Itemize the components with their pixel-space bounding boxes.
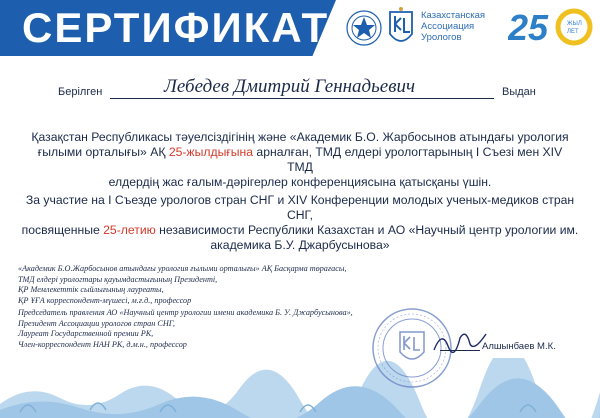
association-name [421, 10, 485, 43]
anniversary-highlight: 25-летию [103, 223, 156, 237]
association-name-line: Ассоциация [421, 21, 475, 32]
signature-underline [440, 350, 480, 351]
signatory-title-line: ҚР ҰҒА корреспондент-мүшесі, м.ғ.д., профессор [18, 295, 192, 305]
association-name-line: Казахстанская [421, 10, 486, 21]
signatory-title-line: Лауреат Государственной премии РК, [18, 329, 154, 338]
cis-emblem-icon [346, 10, 382, 46]
signatory-name: Алшынбаев М.К. [482, 341, 556, 352]
award-text-russian [16, 193, 584, 253]
signatory-title-line: «Академик Б.О.Жарбосынов атындағы урология ғылыми орталығы» АҚ Басқарма төрағасы, [18, 264, 347, 273]
anniversary-highlight: 25-жылдығына [168, 145, 254, 159]
signatory-title-line: ТМД елдері урологтары қауымдастығының Президенті, [18, 274, 218, 284]
award-text-line: елдердің жас ғалым-дәрігерлер конференциясына қатысқаны үшін. [108, 175, 492, 189]
signatory-titles-kazakh [18, 264, 346, 306]
signatory-title-line: Член-корреспондент НАН РК, д.м.н., профессор [18, 339, 187, 349]
anniversary-caption: ЛЕТ [567, 29, 579, 35]
anniversary-number: 25 [508, 7, 549, 46]
signatory-titles-russian [18, 308, 353, 350]
issued-label: Берілген [58, 86, 103, 98]
association-name-line: Урологов [421, 32, 462, 43]
award-text-line: посвященные 25-летию независимости Республики Казахстан и АО «Научный центр урологии им. [21, 223, 579, 237]
anniversary-caption: ЖЫЛ [567, 21, 582, 27]
kau-emblem-icon [386, 6, 416, 52]
signatory-title-line: Председатель правления АО «Научный центр урологии имени академика Б. У. Джарбусынова», [18, 308, 353, 317]
recipient-underline [110, 98, 494, 99]
ornament-border [0, 358, 600, 418]
signatory-title-line: ҚР Мемлекеттік сыйлығының лауреаты, [18, 285, 164, 294]
award-text-line: академика Б.У. Джарбусынова» [210, 238, 390, 252]
issued-suffix: Выдан [502, 86, 536, 98]
signatory-title-line: Президент Ассоциации урологов стран СНГ, [18, 318, 175, 328]
award-text-kazakh [30, 130, 570, 190]
anniversary-logo [508, 6, 596, 46]
award-text-line: ғылыми орталығы» АҚ 25-жылдығына арналған, ТМД елдері урологтарының І Съезі мен XIV ТМД [37, 145, 563, 174]
award-text-line: За участие на I Съезде урологов стран СНГ и XIV Конференции молодых ученых-медиков стран СНГ, [25, 193, 575, 222]
recipient-name: Лебедев Дмитрий Геннадьевич [164, 76, 416, 97]
certificate-title: СЕРТИФИКАТ [22, 4, 330, 51]
handwritten-signature [430, 326, 490, 356]
award-text-line: Қазақстан Республикасы тәуелсіздігінің және «Академик Б.О. Жарбосынов атындағы урология [31, 130, 569, 144]
